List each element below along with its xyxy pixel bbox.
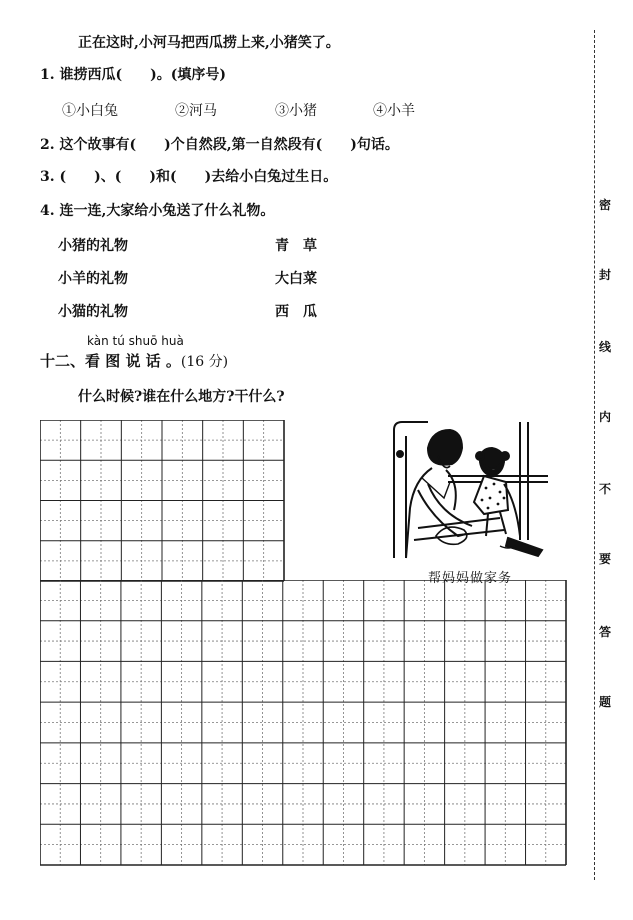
q1-option-2: ②河马 — [175, 103, 217, 119]
question-2 — [40, 136, 399, 154]
question-4-text: 连一连,大家给小兔送了什么礼物。 — [59, 203, 275, 219]
story-last-line: 正在这时,小河马把西瓜捞上来,小猪笑了。 — [78, 35, 340, 51]
side-char-5: 不 — [599, 482, 612, 496]
question-1 — [40, 66, 226, 84]
question-1-number: 1. — [40, 67, 55, 83]
q1-option-1: ①小白兔 — [62, 103, 118, 119]
question-1-text: 谁捞西瓜( )。(填序号) — [59, 67, 226, 83]
q4-right-item-1[interactable]: 青 草 — [275, 238, 317, 254]
side-char-6: 要 — [599, 552, 612, 566]
q4-right-item-2[interactable]: 大白菜 — [275, 271, 317, 287]
q4-right-item-3[interactable]: 西 瓜 — [275, 304, 317, 320]
writing-grid-lower[interactable] — [40, 580, 567, 866]
side-char-7: 答 — [599, 625, 612, 639]
section-12-header — [40, 352, 228, 371]
question-3 — [40, 168, 337, 186]
side-char-4: 内 — [599, 410, 612, 424]
q4-left-item-1[interactable]: 小猪的礼物 — [58, 238, 128, 254]
household-chores-picture — [388, 418, 548, 564]
q4-left-item-2[interactable]: 小羊的礼物 — [58, 271, 128, 287]
question-4-number: 4. — [40, 203, 55, 219]
question-3-number: 3. — [40, 169, 55, 185]
question-2-text: 这个故事有( )个自然段,第一自然段有( )句话。 — [59, 137, 399, 153]
writing-grid-upper[interactable] — [40, 420, 285, 582]
picture-caption: 帮妈妈做家务 — [428, 571, 513, 586]
side-char-3: 线 — [599, 340, 612, 354]
section-12-title: 看 图 说 话 。 — [85, 352, 181, 370]
q4-left-item-3[interactable]: 小猫的礼物 — [58, 304, 128, 320]
section-12-prefix: 十二、 — [40, 352, 86, 370]
binding-dashed-line — [594, 30, 595, 880]
writing-prompt: 什么时候?谁在什么地方?干什么? — [78, 389, 285, 405]
section-12-pinyin: kàn tú shuō huà — [87, 334, 184, 348]
q1-option-4: ④小羊 — [373, 103, 415, 119]
question-3-text: ( )、( )和( )去给小白兔过生日。 — [59, 169, 338, 185]
q1-option-3: ③小猪 — [275, 103, 317, 119]
section-12-score: (16 分) — [180, 354, 229, 370]
side-char-1: 密 — [599, 198, 612, 212]
side-char-2: 封 — [599, 268, 612, 282]
question-4 — [40, 202, 274, 220]
question-2-number: 2. — [40, 137, 55, 153]
side-char-8: 题 — [599, 695, 612, 709]
